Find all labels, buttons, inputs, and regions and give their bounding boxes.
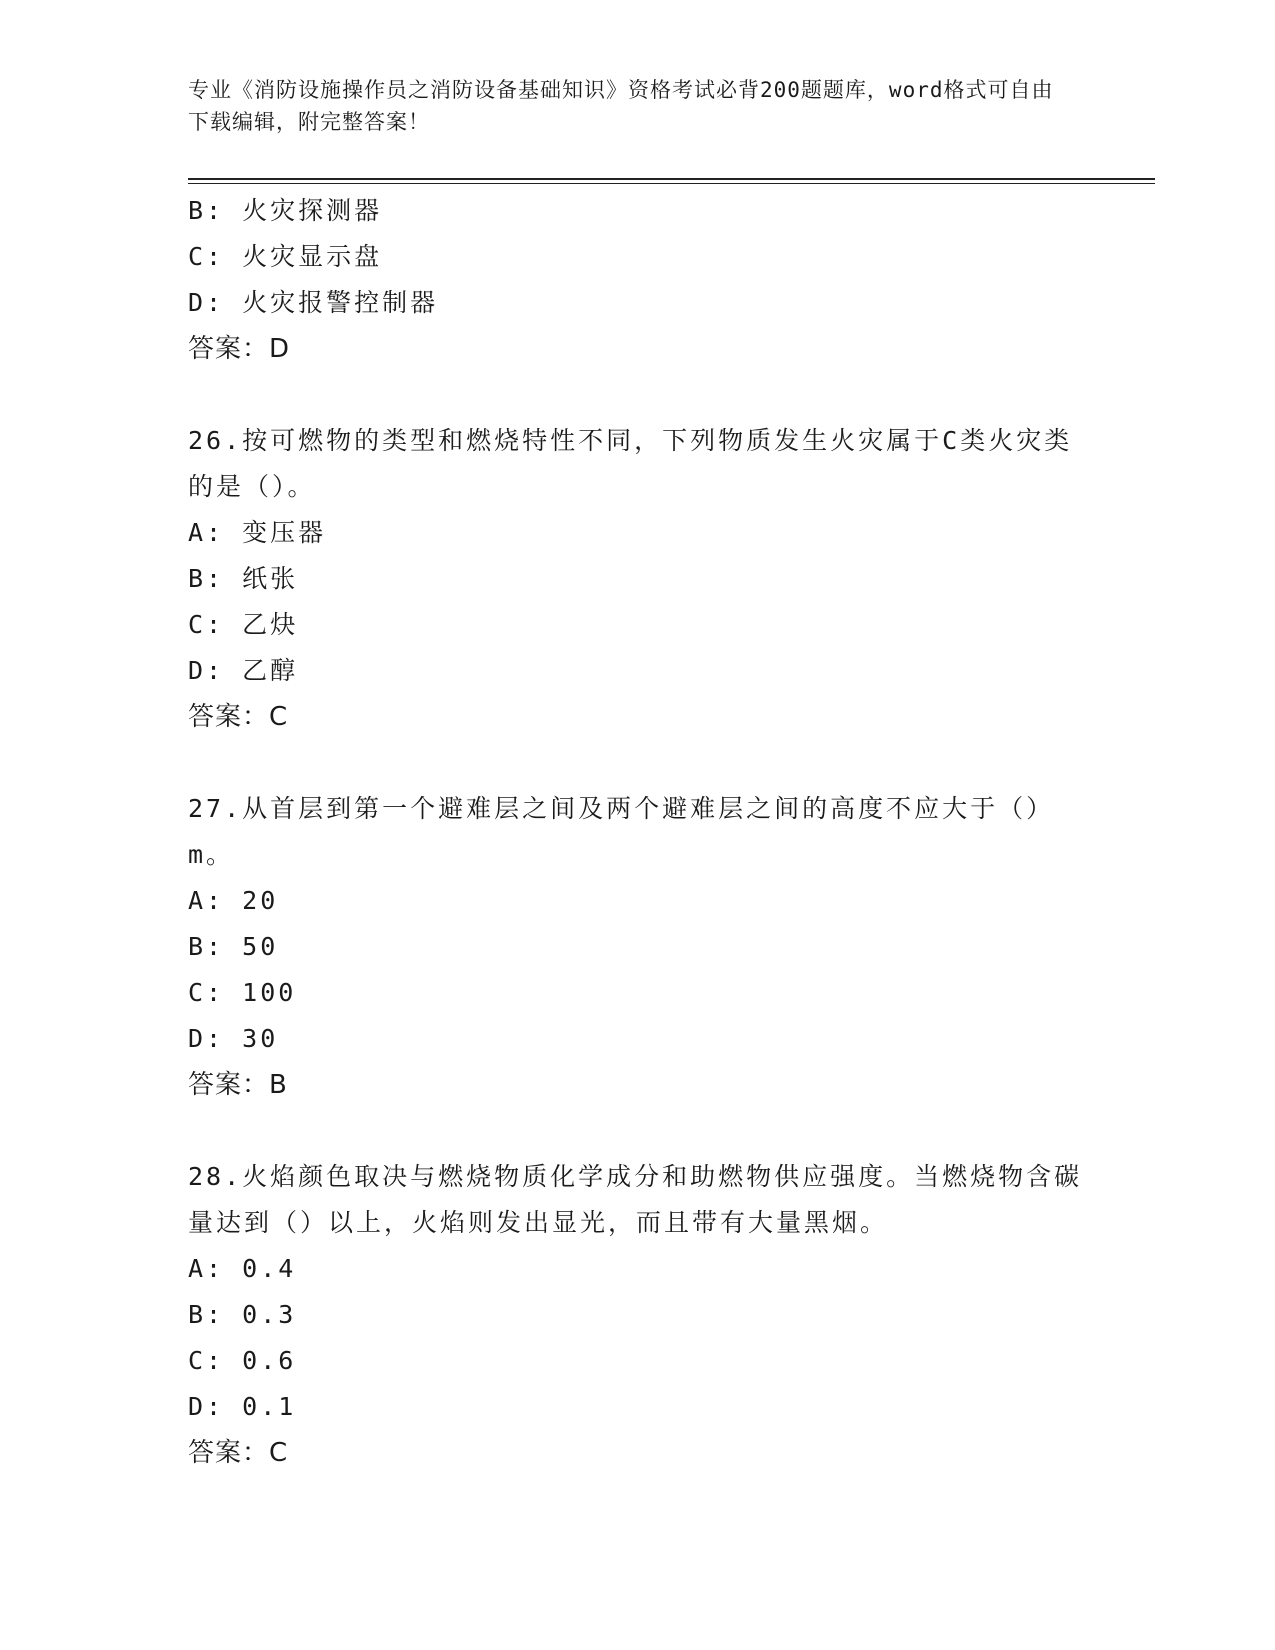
option-c [188,234,1088,280]
option-letter: A: [188,518,225,547]
question-stem: 26.按可燃物的类型和燃烧特性不同，下列物质发生火灾属于C类火灾类的是（）。 [188,426,1073,501]
option-text: 50 [242,932,279,961]
option-c [188,970,1088,1016]
option-a [188,1246,1088,1292]
option-letter: B: [188,932,225,961]
option-letter: C: [188,242,225,271]
question-list [188,188,1088,1476]
answer-line: 答案：C [188,1438,289,1468]
option-letter: A: [188,1254,225,1283]
spacer [188,372,1088,418]
option-letter: D: [188,656,225,685]
header-title: 专业《消防设施操作员之消防设备基础知识》资格考试必背200题题库，word格式可自由下载编辑，附完整答案！ [188,78,1054,134]
option-letter: D: [188,1024,225,1053]
option-a [188,510,1088,556]
option-letter: C: [188,1346,225,1375]
option-text: 30 [242,1024,279,1053]
option-d [188,648,1088,694]
answer-line: 答案：B [188,1070,288,1100]
option-letter: D: [188,288,225,317]
option-c [188,602,1088,648]
answer-line: 答案：D [188,334,291,364]
question-26 [188,418,1088,740]
question-stem: 28.火焰颜色取决与燃烧物质化学成分和助燃物供应强度。当燃烧物含碳量达到（）以上，火焰则发出显光，而且带有大量黑烟。 [188,1162,1083,1237]
option-b [188,1292,1088,1338]
question-stem: 27.从首层到第一个避难层之间及两个避难层之间的高度不应大于（）m。 [188,794,1055,869]
option-text: 0.4 [242,1254,297,1283]
spacer [188,740,1088,786]
option-letter: C: [188,610,225,639]
option-letter: B: [188,564,225,593]
option-text: 纸张 [242,564,299,593]
option-b [188,556,1088,602]
option-d [188,280,1088,326]
answer-line: 答案：C [188,702,289,732]
option-b [188,188,1088,234]
option-text: 火灾探测器 [242,196,383,225]
option-text: 20 [242,886,279,915]
prev-question-tail [188,188,1088,372]
option-text: 变压器 [242,518,327,547]
option-text: 0.1 [242,1392,297,1421]
option-c [188,1338,1088,1384]
option-d [188,1016,1088,1062]
page-header [188,74,1068,138]
option-text: 100 [242,978,297,1007]
question-27 [188,786,1088,1108]
header-divider-thin [188,183,1155,184]
option-d [188,1384,1088,1430]
option-b [188,924,1088,970]
option-text: 乙醇 [242,656,299,685]
option-text: 乙炔 [242,610,299,639]
option-letter: A: [188,886,225,915]
header-divider-thick [188,178,1155,180]
question-28 [188,1154,1088,1476]
option-letter: B: [188,1300,225,1329]
option-letter: B: [188,196,225,225]
option-letter: C: [188,978,225,1007]
option-text: 0.3 [242,1300,297,1329]
spacer [188,1108,1088,1154]
option-text: 火灾显示盘 [242,242,383,271]
option-text: 0.6 [242,1346,297,1375]
option-letter: D: [188,1392,225,1421]
option-a [188,878,1088,924]
option-text: 火灾报警控制器 [242,288,439,317]
